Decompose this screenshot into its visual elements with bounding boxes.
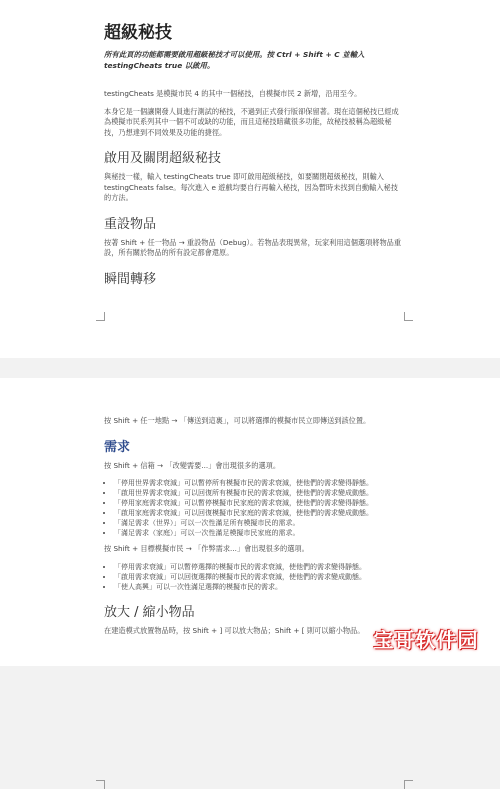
- list-item: • 「停用家庭需求衰減」可以暫停模擬市民家庭的需求衰減，使他們的需求變得靜態。: [114, 498, 404, 508]
- section-heading-teleport: 瞬間轉移: [104, 271, 157, 287]
- site-watermark: 宝哥软件园: [373, 627, 479, 652]
- intro-note: 所有此頁的功能都需要啟用超級秘技才可以使用。按 Ctrl + Shift + C 並輸入 testingCheats true 以啟用。: [104, 50, 365, 70]
- needs-list-2: [104, 562, 404, 592]
- list-item: • 「啟用家庭需求衰減」可以回復模擬市民家庭的需求衰減，使他們的需求變成動態。: [114, 508, 404, 518]
- list-item: • 「滿足需求（家庭）」可以一次性滿足模擬市民家庭的需求。: [114, 528, 404, 538]
- page-corner-mark: [96, 312, 105, 321]
- section-text-reset: 按著 Shift + 任一物品 → 重設物品（Debug）。若物品表現異常，玩家利用這個選項將物品重設，所有關於物品的所有設定都會還原。: [104, 237, 402, 257]
- section-heading-reset: 重設物品: [104, 216, 157, 232]
- page-1-content: [104, 18, 404, 293]
- needs-list: [104, 478, 404, 538]
- list-item: • 「滿足需求（世界）」可以一次性滿足所有模擬市民的需求。: [114, 518, 404, 528]
- needs-intro: 按 Shift + 信箱 → 「改變需要...」會出現很多的選項。: [104, 460, 281, 470]
- list-item: • 「停用需求衰減」可以暫停選擇的模擬市民的需求衰減，使他們的需求變得靜態。: [114, 562, 404, 572]
- section-text-resize: 在建造模式放置物品時，按 Shift + ] 可以放大物品；Shift + [ 則可以縮小物品。: [104, 625, 365, 635]
- page-corner-mark: [96, 780, 105, 789]
- list-item: • 「停用世界需求衰減」可以暫停所有模擬市民的需求衰減，使他們的需求變得靜態。: [114, 478, 404, 488]
- section-heading-enable: 啟用及關閉超級秘技: [104, 151, 222, 166]
- list-item: • 「啟用世界需求衰減」可以回復所有模擬市民的需求衰減，使他們的需求變成動態。: [114, 488, 404, 498]
- page-2-content: [104, 416, 404, 643]
- section-heading-needs: 需求: [104, 439, 131, 455]
- paragraph-2: 本身它是一個讓開發人員進行測試的秘技，不過到正式發行版卻保留著。現在這個秘技已經成為模擬市民系列其中一個不可或缺的功能，而且這秘技暗藏很多功能，故秘技被稱為超級秘技，乃想達到不同效果及功能的捷徑。: [104, 106, 399, 137]
- section-heading-resize: 放大 / 縮小物品: [104, 604, 195, 620]
- page-title: 超級秘技: [104, 23, 172, 43]
- document-page-1: [0, 0, 500, 358]
- needs-intro-2: 按 Shift + 目標模擬市民 → 「作弊需求...」會出現很多的選項。: [104, 544, 309, 553]
- list-item: • 「使人高興」可以一次性滿足選擇的模擬市民的需求。: [114, 582, 404, 592]
- list-item: • 「啟用需求衰減」可以回復選擇的模擬市民的需求衰減，使他們的需求變成動態。: [114, 572, 404, 582]
- page-corner-mark: [404, 312, 413, 321]
- paragraph-1: testingCheats 是模擬市民 4 的其中一個秘技，自模擬市民 2 新增，沿用至今。: [104, 89, 362, 98]
- teleport-text: 按 Shift + 任一地點 → 「傳送到這裏」，可以將選擇的模擬市民立即傳送到該位置。: [104, 416, 371, 425]
- page-corner-mark: [404, 780, 413, 789]
- section-text-enable: 與秘技一樣，輸入 testingCheats true 即可啟用超級秘技，如要關閉超級秘技，則輸入 testingCheats false。每次進入 e 遊戲均要自行再輸入秘技，因為暫時未找到自動輸入秘技的方法。: [104, 172, 398, 202]
